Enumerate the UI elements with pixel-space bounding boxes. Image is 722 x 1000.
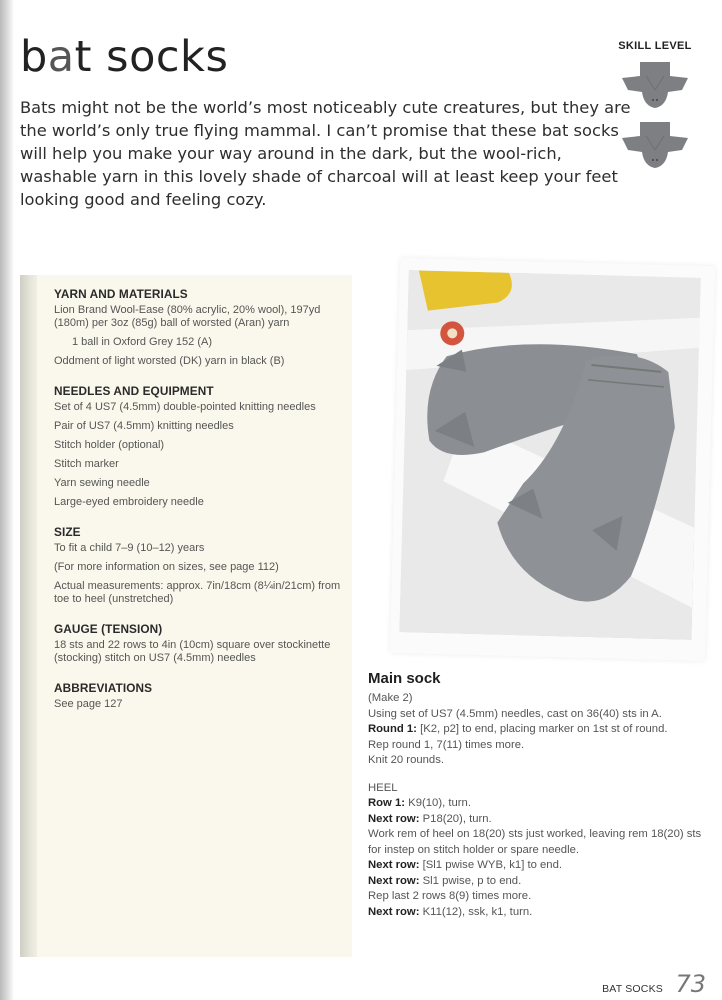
section-needles-equipment (54, 384, 346, 509)
intro-line: will help you make your way around in the dark, but the wool-rich, (20, 144, 562, 163)
skill-level (600, 40, 710, 180)
material-item: 1 ball in Oxford Grey 152 (A) (72, 336, 213, 348)
section-heading: SIZE (54, 525, 81, 539)
section-yarn-materials (54, 287, 346, 368)
section-heading: YARN AND MATERIALS (54, 287, 188, 301)
sock-illustration (399, 270, 700, 640)
section-abbreviations (54, 681, 346, 711)
instruction-line: (Make 2) (368, 692, 413, 704)
page-number: 73 (675, 970, 706, 998)
intro-paragraph (20, 96, 631, 211)
heel-line: Work rem of heel on 18(20) sts just worked, leaving rem 18(20) sts for instep on stitch holder or spare needle. (368, 828, 702, 856)
heel-subheading: HEEL (368, 781, 398, 794)
intro-line: Bats might not be the world’s most noticeably cute creatures, but they are (20, 98, 631, 117)
heel-line: Rep last 2 rows 8(9) times more. (368, 890, 532, 902)
page-gutter-shadow (0, 0, 14, 1000)
gauge-item: 18 sts and 22 rows to 4in (10cm) square over stockinette (stocking) stitch on US7 (4.5mm) needles (54, 639, 331, 664)
title-part: b (20, 32, 48, 82)
material-item: Lion Brand Wool-Ease (80% acrylic, 20% wool), 197yd (180m) per 3oz (85g) ball of worsted (Aran) yarn (54, 304, 321, 329)
materials-panel (20, 275, 352, 957)
bat-socks-photo (399, 270, 700, 640)
running-title: BAT SOCKS (602, 983, 663, 995)
equipment-item: Stitch marker (54, 458, 119, 470)
title-part: a (47, 32, 75, 82)
panel-edge-texture (20, 275, 37, 957)
instruction-line: Using set of US7 (4.5mm) needles, cast on 36(40) sts in A. (368, 707, 662, 720)
intro-line: looking good and feeling cozy. (20, 190, 267, 209)
page-footer (602, 970, 706, 998)
heel-line: Next row: K11(12), ssk, k1, turn. (368, 905, 533, 918)
size-item: Actual measurements: approx. 7in/18cm (8¼in/21cm) from toe to heel (unstretched) (54, 580, 341, 605)
instruction-line: Knit 20 rounds. (368, 754, 444, 766)
instructions-heading: Main sock (368, 670, 441, 687)
heel-line: Next row: [Sl1 pwise WYB, k1] to end. (368, 859, 563, 871)
page-title (20, 32, 229, 82)
instruction-line: Rep round 1, 7(11) times more. (368, 738, 525, 751)
intro-line: the world’s only true flying mammal. I can’t promise that these bat socks (20, 121, 619, 140)
heel-line: Next row: P18(20), turn. (368, 812, 492, 825)
section-gauge (54, 622, 346, 665)
abbreviations-item: See page 127 (54, 698, 123, 710)
material-item: Oddment of light worsted (DK) yarn in black (B) (54, 355, 285, 367)
heel-line: Row 1: K9(10), turn. (368, 797, 471, 809)
section-heading: GAUGE (TENSION) (54, 622, 163, 636)
section-heading: ABBREVIATIONS (54, 681, 153, 695)
instruction-line: Round 1: [K2, p2] to end, placing marker on 1st st of round. (368, 723, 668, 735)
instructions (368, 670, 713, 920)
section-size (54, 525, 346, 606)
intro-line: washable yarn in this lovely shade of charcoal will at least keep your feet (20, 167, 618, 186)
equipment-item: Set of 4 US7 (4.5mm) double-pointed knitting needles (54, 401, 316, 413)
size-item: (For more information on sizes, see page 112) (54, 561, 279, 573)
equipment-item: Yarn sewing needle (54, 477, 150, 489)
photo-frame (390, 258, 715, 661)
equipment-item: Stitch holder (optional) (54, 439, 165, 451)
bat-icon (620, 60, 690, 110)
heel-line: Next row: Sl1 pwise, p to end. (368, 874, 522, 887)
title-part: t socks (74, 32, 229, 82)
size-item: To fit a child 7–9 (10–12) years (54, 542, 205, 554)
bat-icon (620, 120, 690, 170)
equipment-item: Pair of US7 (4.5mm) knitting needles (54, 420, 234, 432)
section-heading: NEEDLES AND EQUIPMENT (54, 384, 214, 398)
equipment-item: Large-eyed embroidery needle (54, 496, 204, 508)
skill-level-label: SKILL LEVEL (618, 40, 692, 52)
